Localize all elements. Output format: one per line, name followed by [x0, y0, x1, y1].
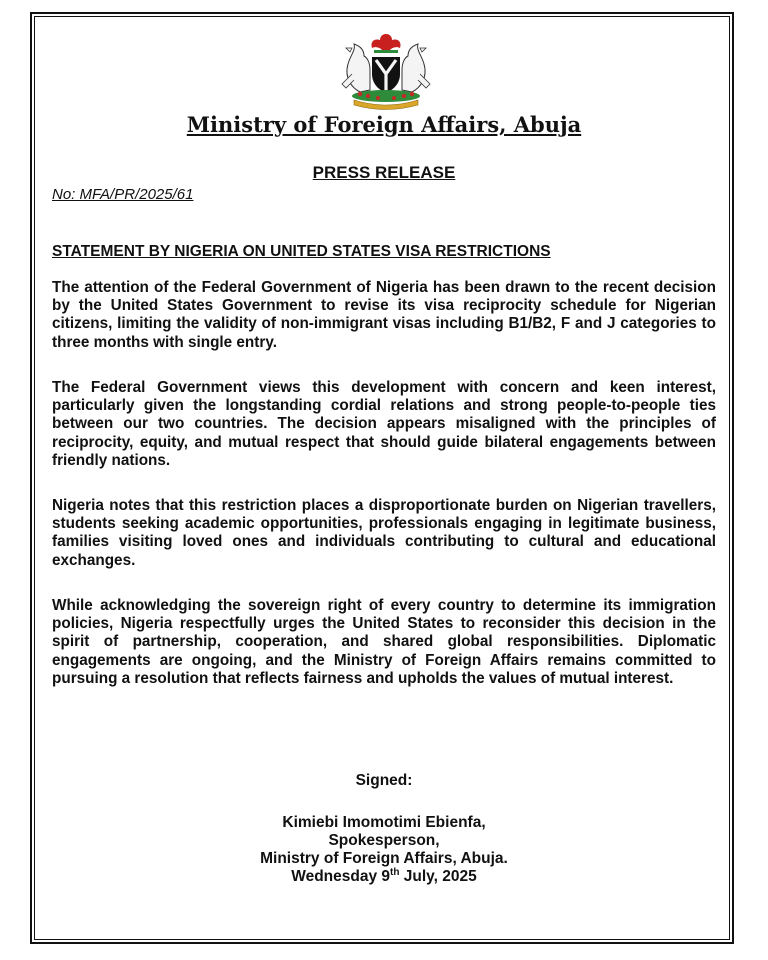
date-ordinal-suffix: th: [390, 866, 400, 878]
signature-date: [0, 868, 768, 886]
press-release-label: PRESS RELEASE: [312, 163, 456, 182]
right-horse-icon: [402, 44, 430, 92]
date-prefix: Wednesday 9: [291, 868, 391, 885]
statement-paragraph: While acknowledging the sovereign right of every country to determine its immigration policies, Nigeria respectfully urges the United States to reconsider this decision in the spirit of partnership, cooperation, and shared global responsibilities. Diplomatic engagements are ongoing, and the Ministry of Foreign Affairs remains committed to pursuing a resolution that reflects fairness and upholds the values of mutual interest.: [52, 597, 716, 687]
shield-icon: [372, 57, 400, 93]
page-border-inner: [34, 16, 730, 940]
ground-icon: [352, 90, 420, 102]
signed-label: Signed:: [355, 772, 413, 789]
signatory-name: Kimiebi Imomotimi Ebienfa,: [282, 814, 486, 831]
signatory-role: Spokesperson,: [328, 832, 440, 849]
date-rest: July, 2025: [399, 868, 477, 885]
statement-heading: STATEMENT BY NIGERIA ON UNITED STATES VISA RESTRICTIONS: [52, 243, 551, 260]
signatory-ministry: Ministry of Foreign Affairs, Abuja.: [260, 850, 508, 867]
ministry-title: Ministry of Foreign Affairs, Abuja: [186, 112, 582, 137]
reference-number: No: MFA/PR/2025/61: [52, 186, 194, 203]
statement-paragraph: Nigeria notes that this restriction places a disproportionate burden on Nigerian travellers, students seeking academic opportunities, professionals engaging in legitimate business, families visiting loved ones and individuals contributing to cultural and educational exchanges.: [52, 497, 716, 569]
left-horse-icon: [342, 44, 370, 92]
eagle-icon: [371, 34, 400, 55]
statement-paragraph: The Federal Government views this development with concern and keen interest, particularly given the longstanding cordial relations and strong people-to-people ties between our two countries. The decision appears misaligned with the principles of reciprocity, equity, and mutual respect that should guide bilateral engagements between friendly nations.: [52, 379, 716, 469]
coat-of-arms-icon: [330, 30, 442, 110]
statement-paragraph: The attention of the Federal Government of Nigeria has been drawn to the recent decision by the United States Government to revise its visa reciprocity schedule for Nigerian citizens, limiting the validity of non-immigrant visas including B1/B2, F and J categories to three months with single entry.: [52, 279, 716, 351]
